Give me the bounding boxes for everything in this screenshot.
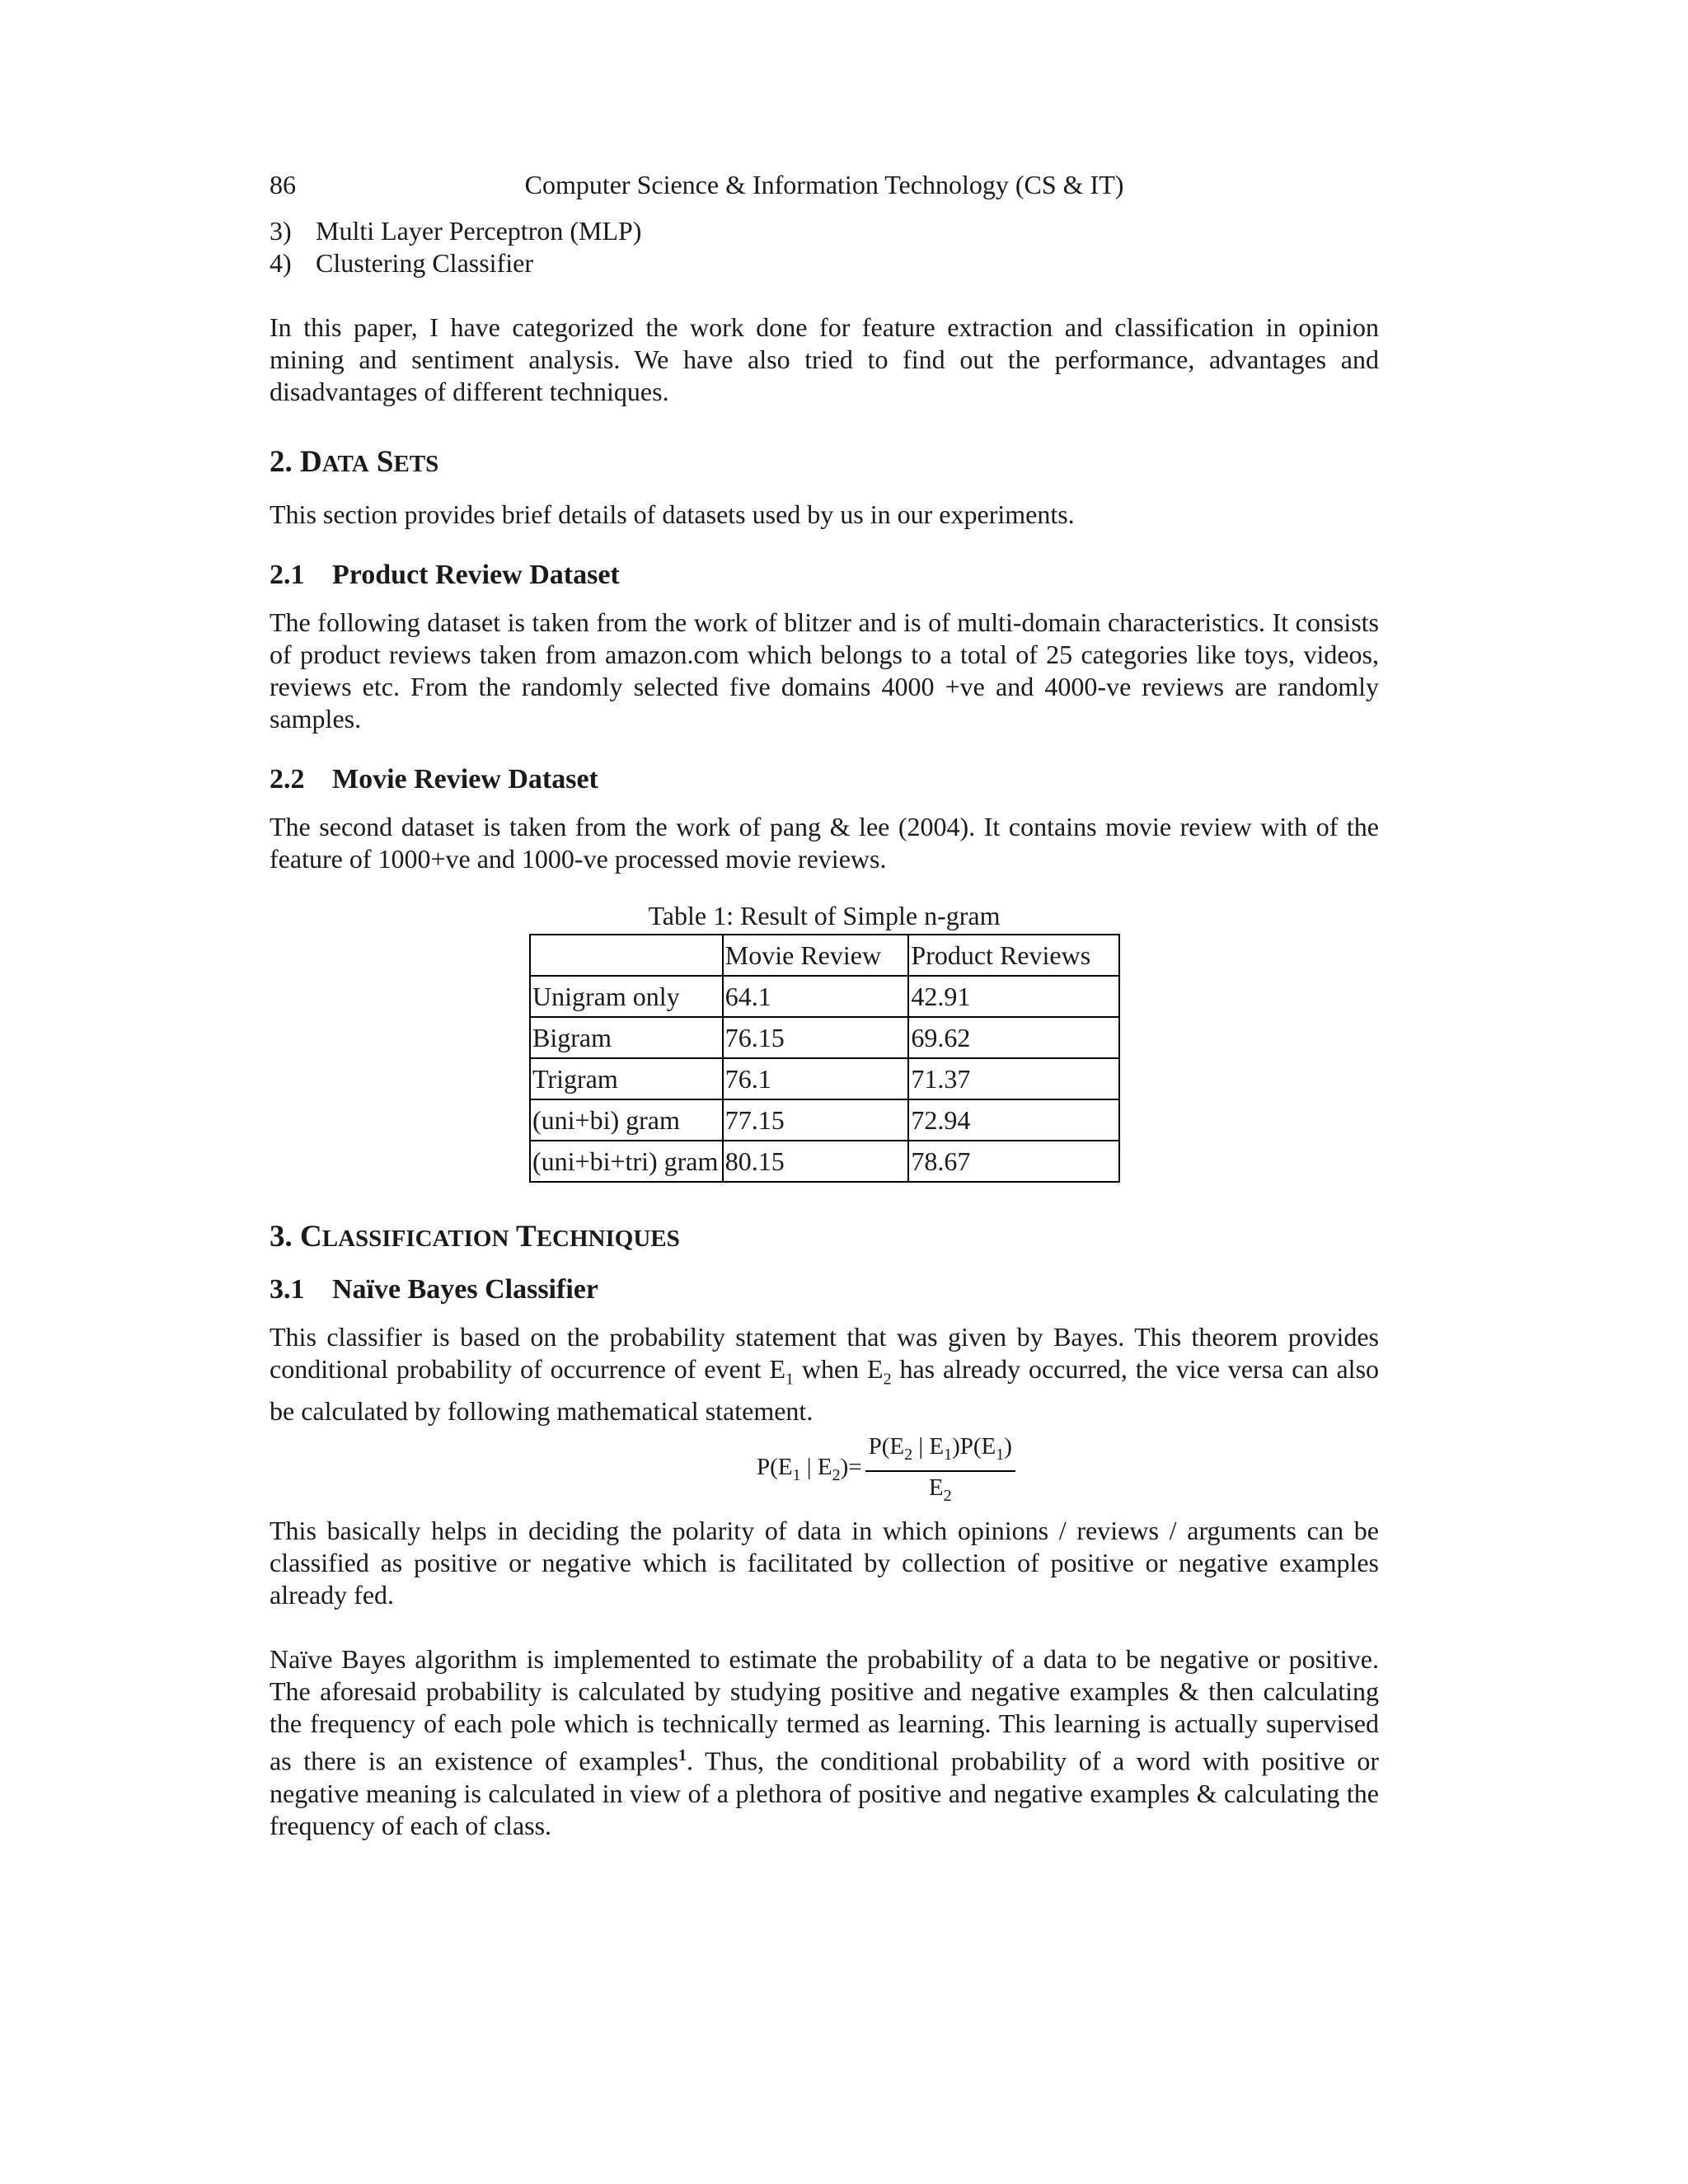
bayes-paragraph-1: This classifier is based on the probability statement that was given by Bayes. This theorem provides conditional probability of occurrence of event $E_1$ when $E_2$ has already occurred, the vice versa can also be calculated by following mathematical statement. [270,1322,1380,1427]
table-cell: (uni+bi) gram [530,1099,723,1141]
table-cell: 77.15 [723,1099,909,1141]
table-cell: 76.15 [723,1017,909,1058]
table-caption: Table 1: Result of Simple n-gram [648,901,1001,930]
page-number: 86 [270,170,296,199]
table-header-cell [530,935,723,976]
list-item-number: 4) [270,248,292,278]
list-item [270,247,1379,279]
list-item-text: Clustering Classifier [316,248,533,278]
bayes-paragraph-2: This basically helps in deciding the polarity of data in which opinions / reviews / arguments can be classified as positive or negative which is facilitated by collection of positive or negative examples already fed. [270,1515,1379,1610]
table-cell: 80.15 [723,1141,909,1182]
list-item [270,215,1379,247]
table-cell: (uni+bi+tri) gram [530,1141,723,1182]
product-review-paragraph: The following dataset is taken from the work of blitzer and is of multi-domain characteristics. It consists of product reviews taken from amazon.com which belongs to a total of 25 categories like toys, videos, reviews etc. From the randomly selected five domains 4000 +ve and 4000-ve reviews are randomly samples. [270,607,1379,733]
formula-numerator: $P(E_2$ | $E_1)P(E_1)$ [865,1432,1015,1472]
table-cell: 64.1 [723,976,909,1017]
table-cell: 78.67 [908,1141,1119,1182]
bayes-formula [393,1432,1379,1510]
table-cell: 76.1 [723,1058,909,1099]
journal-title: Computer Science & Information Technology (CS & IT) [524,170,1124,199]
list-item-number: 3) [270,216,292,246]
paper-page [270,169,1379,1842]
subsection-heading: 2.1 Product Review Dataset [270,560,620,590]
table-row [530,976,1119,1017]
movie-review-paragraph: The second dataset is taken from the work of pang & lee (2004). It contains movie review with of the feature of 1000+ve and 1000-ve processed movie reviews. [270,812,1379,874]
table-cell: Bigram [530,1017,723,1058]
list-item-text: Multi Layer Perceptron (MLP) [316,216,642,246]
bayes-paragraph-3: Naïve Bayes algorithm is implemented to estimate the probability of a data to be negative or positive. The aforesaid probability is calculated by studying positive and negative examples & then calculating the frequency of each pole which is technically termed as learning. This learning is actually supervised as there is an existence of examples$^1$. Thus, the conditional probability of a word with positive or negative meaning is calculated in view of a plethora of positive and negative examples & calculating the frequency of each of class. [270,1643,1380,1840]
table-header-cell: Movie Review [723,935,909,976]
table-row [530,1099,1119,1141]
table-row [530,1058,1119,1099]
table-row [530,1017,1119,1058]
table-row [530,1141,1119,1182]
table-header-cell: Product Reviews [908,935,1119,976]
formula-fraction [865,1432,1015,1510]
subsection-heading: 2.2 Movie Review Dataset [270,764,598,794]
table-cell: 42.91 [908,976,1119,1017]
section-heading-classification: 3. CLASSIFICATION TECHNIQUES [270,1220,680,1254]
table-header-row [530,935,1119,976]
table-cell: 69.62 [908,1017,1119,1058]
section-intro: This section provides brief details of datasets used by us in our experiments. [270,499,1075,529]
formula-denominator: $E_2$ [928,1474,952,1505]
running-header [270,169,1379,205]
section-heading-data-sets: 2. DATA SETS [270,445,439,479]
table-cell: 72.94 [908,1099,1119,1141]
intro-paragraph: In this paper, I have categorized the work done for feature extraction and classification in opinion mining and sentiment analysis. We have also tried to find out the performance, advantages and disadvantages of different techniques. [270,312,1379,406]
classifier-list [270,215,1379,279]
table-cell: Trigram [530,1058,723,1099]
formula-lhs: $P(E_1$ | $E_2)=$ [757,1454,862,1485]
table-cell: Unigram only [530,976,723,1017]
subsection-heading: 3.1 Naïve Bayes Classifier [270,1274,598,1305]
table-cell: 71.37 [908,1058,1119,1099]
results-table [529,934,1120,1183]
